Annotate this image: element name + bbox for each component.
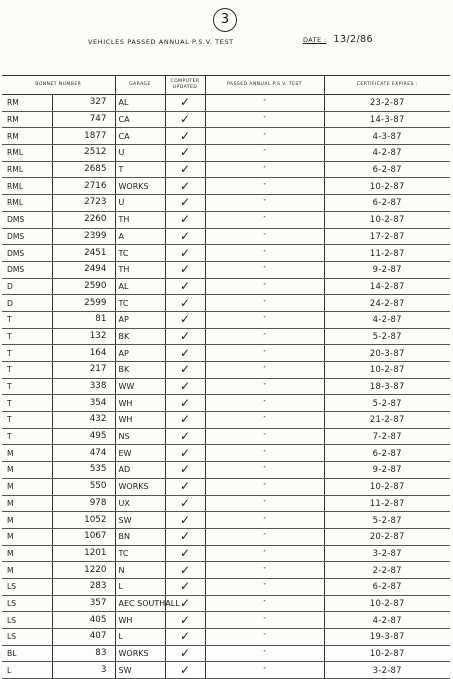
garage-code: AL (115, 95, 165, 112)
bonnet-number: 3 (52, 662, 115, 679)
bonnet-number: 2685 (52, 161, 115, 178)
computer-updated-tick: ✓ (165, 578, 205, 595)
passed-ditto-mark: " (205, 261, 324, 278)
table-row (2, 528, 450, 545)
bonnet-number: 354 (52, 395, 115, 412)
garage-code: CA (115, 128, 165, 145)
table-row (2, 245, 450, 262)
bonnet-class: T (2, 395, 52, 412)
bonnet-number: 217 (52, 362, 115, 379)
table-row (2, 195, 450, 212)
certificate-expiry-date: 10-2-87 (324, 211, 450, 228)
passed-ditto-mark: " (205, 428, 324, 445)
garage-code: BN (115, 528, 165, 545)
computer-updated-tick: ✓ (165, 662, 205, 679)
certificate-expiry-date: 19-3-87 (324, 629, 450, 646)
bonnet-number: 2512 (52, 145, 115, 162)
computer-updated-tick: ✓ (165, 395, 205, 412)
bonnet-class: T (2, 428, 52, 445)
bonnet-number: 407 (52, 629, 115, 646)
table-row (2, 295, 450, 312)
table-row (2, 595, 450, 612)
garage-code: WORKS (115, 178, 165, 195)
table-row (2, 662, 450, 679)
header-bonnet-number: BONNET NUMBER (2, 76, 115, 95)
passed-ditto-mark: " (205, 445, 324, 462)
computer-updated-tick: ✓ (165, 362, 205, 379)
garage-code: WH (115, 612, 165, 629)
bonnet-class: M (2, 462, 52, 479)
table-row (2, 362, 450, 379)
bonnet-number: 1201 (52, 545, 115, 562)
passed-ditto-mark: " (205, 629, 324, 646)
passed-ditto-mark: " (205, 478, 324, 495)
document-title: VEHICLES PASSED ANNUAL P.S.V. TEST (88, 38, 234, 46)
garage-code: TH (115, 261, 165, 278)
table-row (2, 612, 450, 629)
garage-code: AEC SOUTHALL (115, 595, 165, 612)
garage-code: SW (115, 662, 165, 679)
passed-ditto-mark: " (205, 378, 324, 395)
certificate-expiry-date: 6-2-87 (324, 161, 450, 178)
bonnet-class: RM (2, 95, 52, 112)
bonnet-class: RML (2, 195, 52, 212)
bonnet-class: DMS (2, 245, 52, 262)
table-row (2, 111, 450, 128)
certificate-expiry-date: 11-2-87 (324, 495, 450, 512)
table-row (2, 428, 450, 445)
table-row (2, 311, 450, 328)
bonnet-number: 132 (52, 328, 115, 345)
certificate-expiry-date: 5-2-87 (324, 328, 450, 345)
computer-updated-tick: ✓ (165, 178, 205, 195)
computer-updated-tick: ✓ (165, 195, 205, 212)
bonnet-class: T (2, 412, 52, 429)
certificate-expiry-date: 6-2-87 (324, 445, 450, 462)
passed-ditto-mark: " (205, 578, 324, 595)
bonnet-class: T (2, 378, 52, 395)
passed-ditto-mark: " (205, 512, 324, 529)
computer-updated-tick: ✓ (165, 211, 205, 228)
certificate-expiry-date: 5-2-87 (324, 395, 450, 412)
computer-updated-tick: ✓ (165, 495, 205, 512)
bonnet-number: 2716 (52, 178, 115, 195)
bonnet-number: 2723 (52, 195, 115, 212)
table-row (2, 378, 450, 395)
certificate-expiry-date: 4-2-87 (324, 145, 450, 162)
table-row (2, 161, 450, 178)
computer-updated-tick: ✓ (165, 328, 205, 345)
passed-ditto-mark: " (205, 95, 324, 112)
garage-code: SW (115, 512, 165, 529)
bonnet-class: BL (2, 645, 52, 662)
bonnet-number: 747 (52, 111, 115, 128)
passed-ditto-mark: " (205, 128, 324, 145)
bonnet-class: T (2, 328, 52, 345)
passed-ditto-mark: " (205, 328, 324, 345)
bonnet-number: 1877 (52, 128, 115, 145)
garage-code: WH (115, 395, 165, 412)
table-row (2, 445, 450, 462)
garage-code: CA (115, 111, 165, 128)
bonnet-class: RM (2, 128, 52, 145)
page-number: 3 (213, 8, 237, 32)
bonnet-number: 327 (52, 95, 115, 112)
header-computer-updated-line1: COMPUTER (170, 79, 200, 84)
garage-code: L (115, 578, 165, 595)
garage-code: N (115, 562, 165, 579)
computer-updated-tick: ✓ (165, 345, 205, 362)
header-computer-updated (165, 76, 205, 95)
garage-code: AL (115, 278, 165, 295)
bonnet-class: D (2, 278, 52, 295)
bonnet-class: M (2, 445, 52, 462)
computer-updated-tick: ✓ (165, 512, 205, 529)
passed-ditto-mark: " (205, 311, 324, 328)
table-row (2, 278, 450, 295)
table-row (2, 345, 450, 362)
bonnet-number: 2399 (52, 228, 115, 245)
computer-updated-tick: ✓ (165, 645, 205, 662)
bonnet-number: 2590 (52, 278, 115, 295)
garage-code: TC (115, 545, 165, 562)
bonnet-number: 2494 (52, 261, 115, 278)
bonnet-class: DMS (2, 261, 52, 278)
date-label: DATE : (303, 36, 327, 44)
passed-ditto-mark: " (205, 545, 324, 562)
certificate-expiry-date: 23-2-87 (324, 95, 450, 112)
passed-ditto-mark: " (205, 395, 324, 412)
garage-code: U (115, 195, 165, 212)
bonnet-class: DMS (2, 228, 52, 245)
computer-updated-tick: ✓ (165, 445, 205, 462)
table-row (2, 629, 450, 646)
computer-updated-tick: ✓ (165, 378, 205, 395)
bonnet-class: D (2, 295, 52, 312)
bonnet-class: L (2, 662, 52, 679)
certificate-expiry-date: 20-2-87 (324, 528, 450, 545)
passed-ditto-mark: " (205, 228, 324, 245)
certificate-expiry-date: 4-2-87 (324, 612, 450, 629)
computer-updated-tick: ✓ (165, 278, 205, 295)
table-row (2, 462, 450, 479)
bonnet-class: RML (2, 178, 52, 195)
bonnet-number: 978 (52, 495, 115, 512)
table-row (2, 145, 450, 162)
bonnet-number: 338 (52, 378, 115, 395)
passed-ditto-mark: " (205, 245, 324, 262)
certificate-expiry-date: 14-2-87 (324, 278, 450, 295)
garage-code: BK (115, 328, 165, 345)
computer-updated-tick: ✓ (165, 612, 205, 629)
bonnet-number: 474 (52, 445, 115, 462)
psv-test-table (2, 75, 450, 679)
table-header-row (2, 76, 450, 95)
bonnet-number: 164 (52, 345, 115, 362)
certificate-expiry-date: 10-2-87 (324, 178, 450, 195)
bonnet-number: 81 (52, 311, 115, 328)
certificate-expiry-date: 6-2-87 (324, 578, 450, 595)
bonnet-class: M (2, 495, 52, 512)
certificate-expiry-date: 10-2-87 (324, 645, 450, 662)
certificate-expiry-date: 5-2-87 (324, 512, 450, 529)
passed-ditto-mark: " (205, 195, 324, 212)
certificate-expiry-date: 21-2-87 (324, 412, 450, 429)
certificate-expiry-date: 6-2-87 (324, 195, 450, 212)
garage-code: TH (115, 211, 165, 228)
garage-code: WORKS (115, 478, 165, 495)
bonnet-class: LS (2, 595, 52, 612)
header-certificate-expires: CERTIFICATE EXPIRES : (324, 76, 450, 95)
computer-updated-tick: ✓ (165, 311, 205, 328)
date-value: 13/2/86 (333, 34, 373, 45)
bonnet-class: LS (2, 578, 52, 595)
bonnet-class: T (2, 345, 52, 362)
computer-updated-tick: ✓ (165, 478, 205, 495)
bonnet-class: LS (2, 612, 52, 629)
bonnet-number: 357 (52, 595, 115, 612)
computer-updated-tick: ✓ (165, 228, 205, 245)
certificate-expiry-date: 4-3-87 (324, 128, 450, 145)
garage-code: A (115, 228, 165, 245)
certificate-expiry-date: 7-2-87 (324, 428, 450, 445)
computer-updated-tick: ✓ (165, 545, 205, 562)
garage-code: T (115, 161, 165, 178)
computer-updated-tick: ✓ (165, 261, 205, 278)
bonnet-class: T (2, 311, 52, 328)
certificate-expiry-date: 18-3-87 (324, 378, 450, 395)
table-row (2, 412, 450, 429)
garage-code: EW (115, 445, 165, 462)
header-computer-updated-line2: UPDATED (172, 85, 198, 90)
computer-updated-tick: ✓ (165, 412, 205, 429)
passed-ditto-mark: " (205, 178, 324, 195)
computer-updated-tick: ✓ (165, 295, 205, 312)
bonnet-class: RML (2, 145, 52, 162)
garage-code: AD (115, 462, 165, 479)
table-body (2, 95, 450, 679)
bonnet-number: 83 (52, 645, 115, 662)
bonnet-number: 495 (52, 428, 115, 445)
computer-updated-tick: ✓ (165, 562, 205, 579)
computer-updated-tick: ✓ (165, 528, 205, 545)
passed-ditto-mark: " (205, 495, 324, 512)
certificate-expiry-date: 14-3-87 (324, 111, 450, 128)
table-row (2, 512, 450, 529)
computer-updated-tick: ✓ (165, 161, 205, 178)
passed-ditto-mark: " (205, 412, 324, 429)
passed-ditto-mark: " (205, 528, 324, 545)
garage-code: UX (115, 495, 165, 512)
table-row (2, 261, 450, 278)
computer-updated-tick: ✓ (165, 128, 205, 145)
certificate-expiry-date: 17-2-87 (324, 228, 450, 245)
passed-ditto-mark: " (205, 562, 324, 579)
date-block (303, 34, 373, 45)
passed-ditto-mark: " (205, 111, 324, 128)
table-row (2, 95, 450, 112)
bonnet-class: DMS (2, 211, 52, 228)
table-row (2, 211, 450, 228)
computer-updated-tick: ✓ (165, 428, 205, 445)
bonnet-class: M (2, 545, 52, 562)
certificate-expiry-date: 10-2-87 (324, 362, 450, 379)
certificate-expiry-date: 11-2-87 (324, 245, 450, 262)
certificate-expiry-date: 9-2-87 (324, 261, 450, 278)
passed-ditto-mark: " (205, 612, 324, 629)
bonnet-number: 535 (52, 462, 115, 479)
table-row (2, 395, 450, 412)
bonnet-number: 550 (52, 478, 115, 495)
bonnet-number: 1067 (52, 528, 115, 545)
bonnet-class: RM (2, 111, 52, 128)
bonnet-number: 1052 (52, 512, 115, 529)
computer-updated-tick: ✓ (165, 629, 205, 646)
table-row (2, 545, 450, 562)
garage-code: AP (115, 311, 165, 328)
header-passed-test: PASSED ANNUAL P.S.V. TEST (205, 76, 324, 95)
passed-ditto-mark: " (205, 278, 324, 295)
bonnet-number: 1220 (52, 562, 115, 579)
certificate-expiry-date: 9-2-87 (324, 462, 450, 479)
passed-ditto-mark: " (205, 211, 324, 228)
table-row (2, 478, 450, 495)
passed-ditto-mark: " (205, 161, 324, 178)
table-row (2, 578, 450, 595)
computer-updated-tick: ✓ (165, 595, 205, 612)
garage-code: WW (115, 378, 165, 395)
computer-updated-tick: ✓ (165, 245, 205, 262)
certificate-expiry-date: 20-3-87 (324, 345, 450, 362)
bonnet-number: 283 (52, 578, 115, 595)
certificate-expiry-date: 3-2-87 (324, 545, 450, 562)
table-row (2, 645, 450, 662)
certificate-expiry-date: 3-2-87 (324, 662, 450, 679)
bonnet-class: LS (2, 629, 52, 646)
table-row (2, 228, 450, 245)
bonnet-class: M (2, 478, 52, 495)
garage-code: L (115, 629, 165, 646)
bonnet-class: RML (2, 161, 52, 178)
bonnet-number: 405 (52, 612, 115, 629)
bonnet-number: 2451 (52, 245, 115, 262)
garage-code: BK (115, 362, 165, 379)
certificate-expiry-date: 24-2-87 (324, 295, 450, 312)
garage-code: WORKS (115, 645, 165, 662)
garage-code: TC (115, 245, 165, 262)
header-garage: GARAGE (115, 76, 165, 95)
passed-ditto-mark: " (205, 295, 324, 312)
garage-code: U (115, 145, 165, 162)
table-row (2, 128, 450, 145)
computer-updated-tick: ✓ (165, 95, 205, 112)
bonnet-class: M (2, 512, 52, 529)
certificate-expiry-date: 2-2-87 (324, 562, 450, 579)
passed-ditto-mark: " (205, 645, 324, 662)
bonnet-number: 2260 (52, 211, 115, 228)
passed-ditto-mark: " (205, 595, 324, 612)
table-row (2, 562, 450, 579)
garage-code: TC (115, 295, 165, 312)
bonnet-class: T (2, 362, 52, 379)
table-row (2, 178, 450, 195)
table-row (2, 495, 450, 512)
passed-ditto-mark: " (205, 362, 324, 379)
passed-ditto-mark: " (205, 145, 324, 162)
garage-code: AP (115, 345, 165, 362)
computer-updated-tick: ✓ (165, 462, 205, 479)
passed-ditto-mark: " (205, 662, 324, 679)
passed-ditto-mark: " (205, 462, 324, 479)
bonnet-number: 432 (52, 412, 115, 429)
certificate-expiry-date: 10-2-87 (324, 478, 450, 495)
table-row (2, 328, 450, 345)
computer-updated-tick: ✓ (165, 111, 205, 128)
garage-code: NS (115, 428, 165, 445)
bonnet-class: M (2, 562, 52, 579)
garage-code: WH (115, 412, 165, 429)
computer-updated-tick: ✓ (165, 145, 205, 162)
bonnet-class: M (2, 528, 52, 545)
certificate-expiry-date: 10-2-87 (324, 595, 450, 612)
certificate-expiry-date: 4-2-87 (324, 311, 450, 328)
bonnet-number: 2599 (52, 295, 115, 312)
passed-ditto-mark: " (205, 345, 324, 362)
